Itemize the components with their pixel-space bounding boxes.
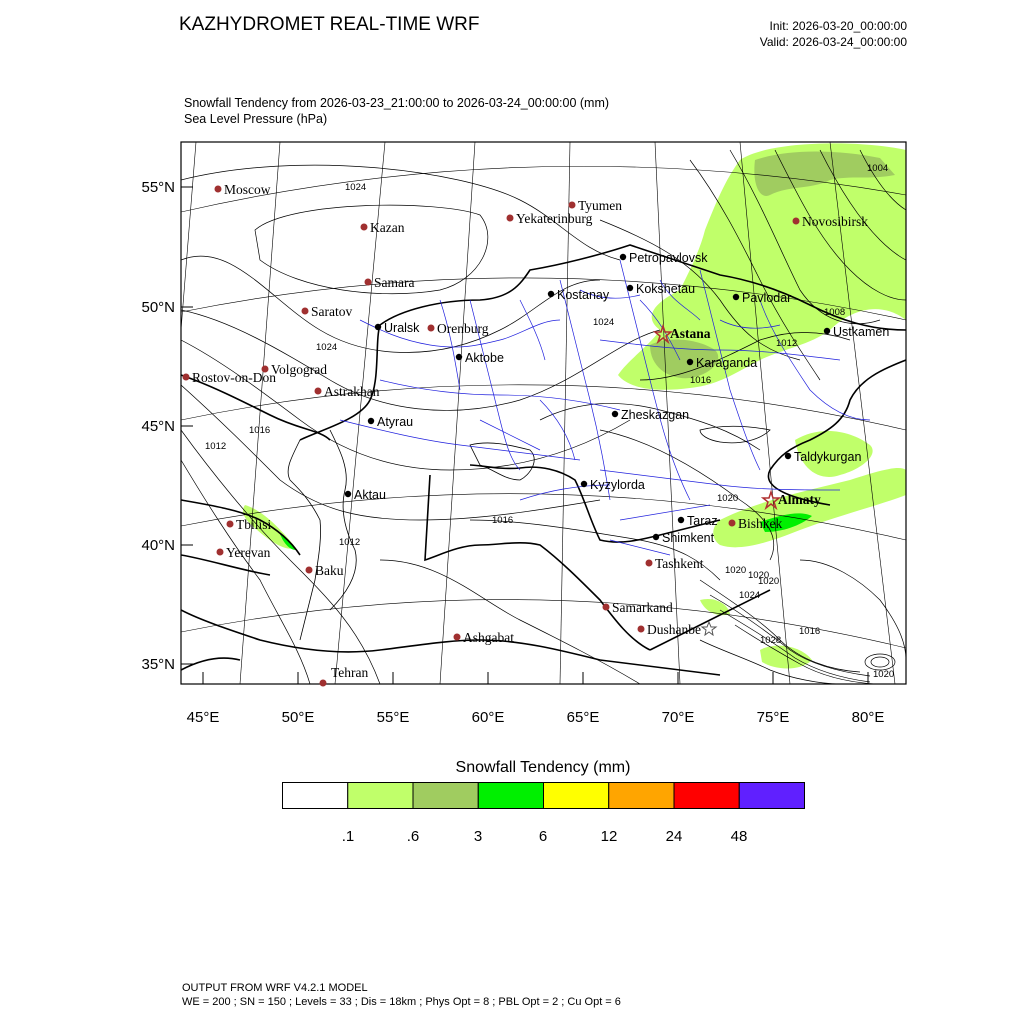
city-yerevan <box>217 545 271 560</box>
city-label: Kazan <box>370 220 405 235</box>
city-tehran <box>320 665 369 687</box>
snowfall-field-label: Snowfall Tendency from 2026-03-23_21:00:00 to 2026-03-24_00:00:00 (mm) <box>184 96 610 110</box>
isobar-label: 1020 <box>758 576 780 587</box>
city-kyzylorda <box>581 478 645 492</box>
city-label: Tyumen <box>578 198 623 213</box>
lat-label: 50°N <box>141 299 175 316</box>
isobar-label: 1024 <box>739 590 761 601</box>
colorbar-label: 24 <box>665 828 683 845</box>
city-label: Astrakhan <box>324 384 380 399</box>
isobar-label: 1020 <box>725 565 747 576</box>
isobar-label: 1008 <box>824 307 846 318</box>
city-label: Ustkamen <box>833 325 890 339</box>
isobar-label: 1012 <box>339 537 361 548</box>
city-label: Rostov-on-Don <box>192 370 276 385</box>
isobar-label: 1016 <box>799 626 821 637</box>
lat-label: 35°N <box>141 656 175 673</box>
capital-label: Almaty <box>778 492 821 507</box>
city-tbilisi <box>227 517 272 532</box>
isobar-label: 1024 <box>316 342 338 353</box>
colorbar-swatch <box>348 783 413 809</box>
city-label: Pavlodar <box>742 291 792 305</box>
city-aktau <box>345 488 386 502</box>
city-label: Karaganda <box>696 356 758 370</box>
city-kokshetau <box>627 282 695 296</box>
city-label: Tashkent <box>655 556 704 571</box>
city-label: Novosibirsk <box>802 214 869 229</box>
city-label: Bishkek <box>738 516 783 531</box>
valid-time: Valid: 2026-03-24_00:00:00 <box>759 35 907 49</box>
lon-label: 60°E <box>471 709 505 726</box>
city-petropavlovsk <box>620 251 708 265</box>
lat-label: 55°N <box>141 179 175 196</box>
isobar-label: 1028 <box>760 635 782 646</box>
city-yekaterinburg <box>507 211 593 226</box>
colorbar-swatch <box>478 783 543 809</box>
city-label: Tbilisi <box>236 517 272 532</box>
city-label: Petropavlovsk <box>629 251 708 265</box>
colorbar-label: 48 <box>730 828 748 845</box>
city-zheskazgan <box>612 408 689 422</box>
isobar-label: 1016 <box>249 425 271 436</box>
city-label: Kokshetau <box>636 282 696 296</box>
city-baku <box>306 563 344 578</box>
lon-label: 55°E <box>376 709 410 726</box>
city-label: Aktau <box>354 488 386 502</box>
pressure-field-label: Sea Level Pressure (hPa) <box>184 112 328 126</box>
model-version: OUTPUT FROM WRF V4.2.1 MODEL <box>182 982 368 994</box>
city-kazan <box>361 220 405 235</box>
city-dushanbe <box>638 622 702 637</box>
longitude-labels <box>187 709 885 726</box>
city-pavlodar <box>733 291 792 305</box>
city-label: Zheskazgan <box>621 408 690 422</box>
lon-label: 70°E <box>661 709 695 726</box>
isobar-label: 1020 <box>748 570 770 581</box>
city-taraz <box>678 514 718 528</box>
colorbar-swatch <box>283 783 348 809</box>
city-label: Kyzylorda <box>590 478 645 492</box>
latitude-labels <box>141 179 175 673</box>
city-label: Shimkent <box>662 531 715 545</box>
city-label: Uralsk <box>384 321 420 335</box>
city-atyrau <box>368 415 413 429</box>
lon-label: 65°E <box>566 709 600 726</box>
isobar-label: 1024 <box>593 317 615 328</box>
colorbar-label: .6 <box>406 828 420 845</box>
model-footer <box>182 981 621 1009</box>
city-ustkamen <box>824 325 890 339</box>
colorbar-label: 12 <box>600 828 618 845</box>
colorbar-swatch <box>739 783 804 809</box>
city-label: Aktobe <box>465 351 504 365</box>
city-taldykurgan <box>785 450 862 464</box>
lat-label: 45°N <box>141 418 175 435</box>
city-label: Ashgabat <box>463 630 514 645</box>
city-ashgabat <box>454 630 515 645</box>
city-label: Saratov <box>311 304 353 319</box>
isobar-label: 1020 <box>873 669 895 680</box>
city-tashkent <box>646 556 704 571</box>
isobar-label: 1012 <box>205 441 227 452</box>
colorbar-label: 3 <box>473 828 483 845</box>
city-rostov-on-don <box>183 370 277 385</box>
city-label: Taldykurgan <box>794 450 862 464</box>
city-label: Tehran <box>331 665 369 680</box>
city-label: Kostanay <box>557 288 610 302</box>
city-moscow <box>215 182 271 197</box>
isobar-label: 1012 <box>776 338 798 349</box>
city-label: Samara <box>374 275 415 290</box>
lon-label: 75°E <box>756 709 790 726</box>
city-samarkand <box>603 600 673 615</box>
city-aktobe <box>456 351 504 365</box>
city-astrakhan <box>315 384 380 399</box>
city-label: Volgograd <box>271 362 327 377</box>
legend-title: Snowfall Tendency (mm) <box>455 759 631 776</box>
colorbar-swatch <box>609 783 674 809</box>
isobar-label: 1004 <box>867 163 889 174</box>
init-time: Init: 2026-03-20_00:00:00 <box>769 19 907 33</box>
colorbar-labels <box>342 828 748 845</box>
colorbar-label: .1 <box>341 828 355 845</box>
city-shimkent <box>653 531 715 545</box>
lon-label: 80°E <box>851 709 885 726</box>
city-label: Samarkand <box>612 600 673 615</box>
city-label: Yekaterinburg <box>516 211 593 226</box>
isobar-label: 1020 <box>717 493 739 504</box>
city-label: Dushanbe <box>647 622 701 637</box>
star-icon <box>702 622 716 635</box>
colorbar-swatch <box>544 783 609 809</box>
city-kostanay <box>548 288 610 302</box>
city-karaganda <box>687 356 757 370</box>
city-label: Moscow <box>224 182 271 197</box>
colorbar-swatches <box>283 783 805 809</box>
main-title: KAZHYDROMET REAL-TIME WRF <box>179 14 480 35</box>
colorbar-swatch <box>413 783 478 809</box>
isobar-label: 1024 <box>345 182 367 193</box>
colorbar <box>282 782 822 852</box>
city-label: Taraz <box>687 514 718 528</box>
model-config: WE = 200 ; SN = 150 ; Levels = 33 ; Dis = 18km ; Phys Opt = 8 ; PBL Opt = 2 ; Cu Opt = 6 <box>182 996 621 1008</box>
lon-label: 50°E <box>281 709 315 726</box>
city-saratov <box>302 304 353 319</box>
colorbar-label: 6 <box>538 828 548 845</box>
colorbar-swatch <box>674 783 739 809</box>
city-label: Orenburg <box>437 321 489 336</box>
city-novosibirsk <box>793 214 869 229</box>
lat-label: 40°N <box>141 537 175 554</box>
city-label: Baku <box>315 563 344 578</box>
lon-label: 45°E <box>186 709 220 726</box>
city-label: Yerevan <box>226 545 271 560</box>
isobar-label: 1016 <box>690 375 712 386</box>
city-label: Atyrau <box>377 415 414 429</box>
city-orenburg <box>428 321 489 336</box>
capital-label: Astana <box>670 326 711 341</box>
isobar-label: 1016 <box>492 515 514 526</box>
